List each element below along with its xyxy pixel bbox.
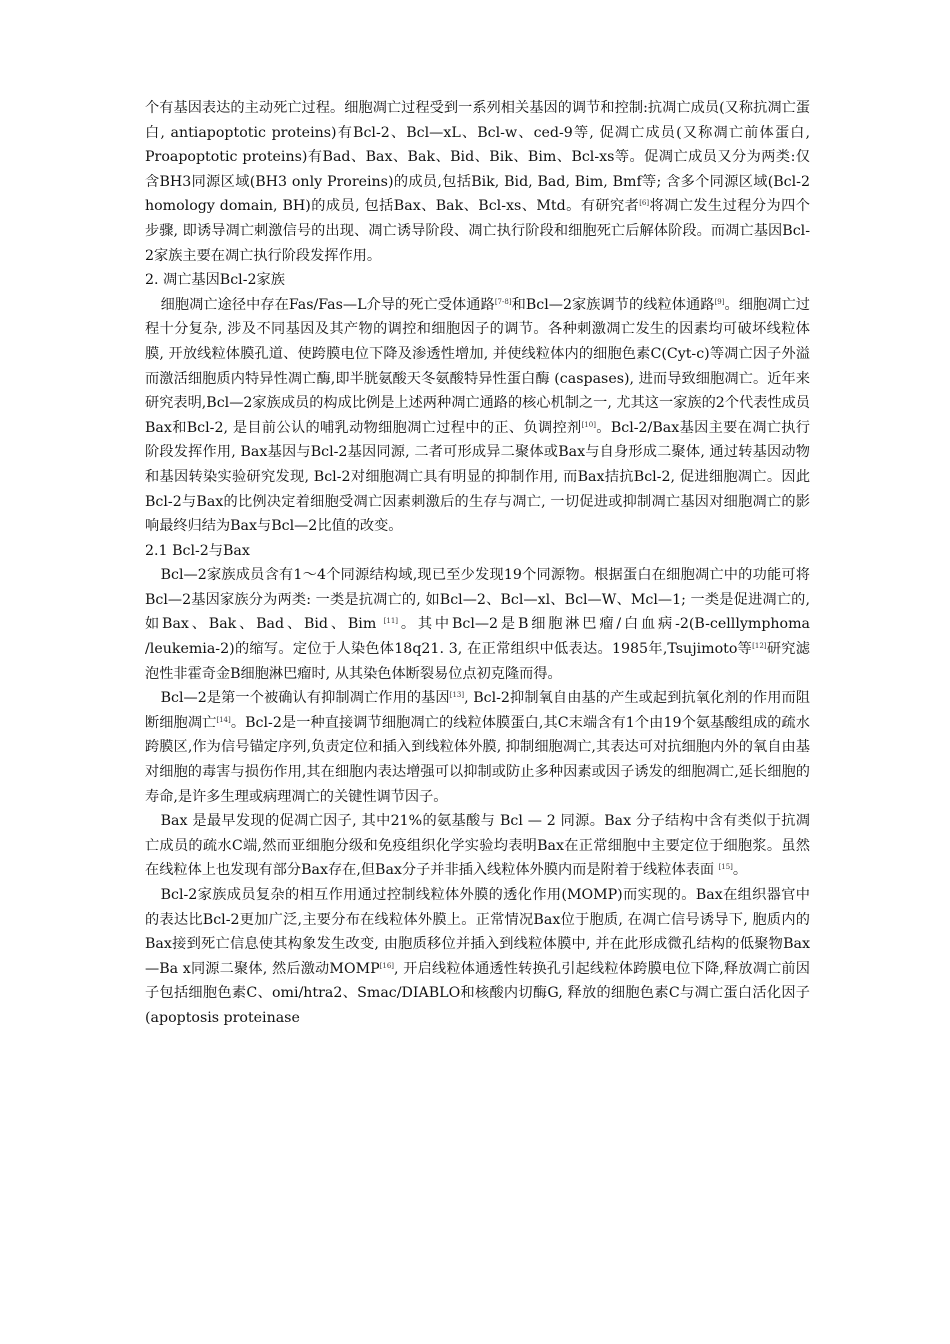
citation-ref: [11]	[383, 617, 399, 626]
text-run: Bcl—2家族成员含有1～4个同源结构域,现已至少发现19个同源物。根据蛋白在细胞凋亡中的功能可将Bcl—2基因家族分为两类: 一类是抗凋亡的, 如Bcl—2、Bcl—xl、Bcl—W、Mcl—1; 一类是促进凋亡的, 如Bax、Bak、Bad、Bid、Bim	[145, 567, 810, 633]
text-run: Bax 是最早发现的促凋亡因子, 其中21%的氨基酸与 Bcl — 2 同源。Bax 分子结构中含有类似于抗凋亡成员的疏水C端,然而亚细胞分级和免疫组织化学实验均表明Bax在正常细胞中主要定位于细胞浆。虽然在线粒体上也发现有部分Bax存在,但Bax分子并非插入线粒体外膜内而是附着于线粒体表面	[145, 813, 810, 879]
text-run: 个有基因表达的主动死亡过程。细胞凋亡过程受到一系列相关基因的调节和控制:抗凋亡成员(又称抗凋亡蛋白, antiapoptotic proteins)有Bcl-2、Bcl—xL、Bcl-w、ced-9等, 促凋亡成员(又称凋亡前体蛋白, Proapoptotic proteins)有Bad、Bax、Bak、Bid、Bik、Bim、Bcl-xs等。促凋亡成员又分为两类:仅含BH3同源区域(BH3 only Proreins)的成员,包括Bik, Bid, Bad, Bim, Bmf等; 含多个同源区域(Bcl-2 homology domain, BH)的成员, 包括Bax、Bak、Bcl-xs、Mtd。有研究者	[145, 100, 810, 215]
text-run: 研究滤泡性非霍奇金B细胞淋巴瘤时, 从其染色体断裂易位点初克隆而得。	[145, 641, 810, 682]
paragraph	[145, 883, 810, 1031]
text-run: 。Bcl-2是一种直接调节细胞凋亡的线粒体膜蛋白,其C末端含有1个由19个氨基酸组成的疏水跨膜区,作为信号锚定序列,负责定位和插入到线粒体外膜, 抑制细胞凋亡,其表达可对抗细胞内外的氧自由基对细胞的毒害与损伤作用,其在细胞内表达增强可以抑制或防止多种因素或因子诱发的细胞凋亡,延长细胞的寿命,是许多生理或病理凋亡的关键性调节因子。	[145, 714, 810, 805]
text-run: , 开启线粒体通透性转换孔引起线粒体跨膜电位下降,释放凋亡前因子包括细胞色素C、omi/htra2、Smac/DIABLO和核酸内切酶G, 释放的细胞色素C与凋亡蛋白活化因子 (apoptosis proteinase	[145, 960, 810, 1026]
text-run: , Bcl-2抑制氧自由基的产生或起到抗氧化剂的作用而阻断细胞凋亡	[145, 690, 810, 731]
citation-ref: [14]	[216, 715, 231, 724]
paragraph	[145, 293, 810, 539]
text-run: 和Bcl—2家族调节的线粒体通路	[511, 296, 715, 313]
text-run: Bcl-2家族成员复杂的相互作用通过控制线粒体外膜的透化作用(MOMP)而实现的。Bax在组织器官中的表达比Bcl-2更加广泛,主要分布在线粒体外膜上。正常情况Bax位于胞质, 在凋亡信号诱导下, 胞质内的Bax接到死亡信息使其构象发生改变, 由胞质移位并插入到线粒体膜中, 并在此形成微孔结构的低聚物Bax—Ba x同源二聚体, 然后激动MOMP	[145, 887, 810, 977]
citation-ref: [13]	[449, 691, 465, 700]
paragraph	[145, 809, 810, 883]
citation-ref: [16]	[379, 961, 395, 970]
text-run: 2. 凋亡基因Bcl-2家族	[145, 272, 285, 289]
paragraph	[145, 686, 810, 809]
citation-ref: [10]	[581, 420, 596, 429]
text-run: 。	[732, 862, 748, 879]
text-run: 。细胞凋亡过程十分复杂, 涉及不同基因及其产物的调控和细胞因子的调节。各种刺激凋亡发生的因素均可破坏线粒体膜, 开放线粒体膜孔道、使跨膜电位下降及渗透性增加, 并使线粒体内的细胞色素C(Cyt-c)等凋亡因子外溢而激活细胞质内特异性凋亡酶,即半胱氨酸天冬氨酸特异性蛋白酶 (caspases), 进而导致细胞凋亡。近年来研究表明,Bcl—2家族成员的构成比例是上述两种凋亡通路的核心机制之一, 尤其这一家族的2个代表性成员Bax和Bcl-2, 是目前公认的哺乳动物细胞凋亡过程中的正、负调控剂	[145, 296, 810, 436]
text-run: 。其中Bcl—2是B细胞淋巴瘤/白血病-2(B-celllymphoma /leukemia-2)的缩写。定位于人染色体18q21. 3, 在正常组织中低表达。1985年,Tsujimoto等	[145, 616, 810, 658]
text-run: 细胞凋亡途径中存在Fas/Fas—L介导的死亡受体通路	[160, 296, 495, 313]
text-run: Bcl—2是第一个被确认有抑制凋亡作用的基因	[160, 690, 450, 707]
citation-ref: [12]	[752, 642, 767, 651]
citation-ref: [6]	[639, 199, 650, 208]
paragraph	[145, 563, 810, 686]
section-heading	[145, 539, 810, 564]
citation-ref: [15]	[718, 863, 733, 872]
citation-ref: [7-8]	[494, 297, 512, 306]
text-run: 将凋亡发生过程分为四个步骤, 即诱导凋亡刺激信号的出现、凋亡诱导阶段、凋亡执行阶段和细胞死亡后解体阶段。而凋亡基因Bcl-2家族主要在凋亡执行阶段发挥作用。	[145, 198, 810, 264]
text-run: 2.1 Bcl-2与Bax	[145, 542, 250, 559]
paragraph	[145, 96, 810, 268]
document-body	[145, 96, 810, 1031]
citation-ref: [9]	[714, 297, 725, 306]
text-run: 。Bcl-2/Bax基因主要在凋亡执行阶段发挥作用, Bax基因与Bcl-2基因同源, 二者可形成异二聚体或Bax与自身形成二聚体, 通过转基因动物和基因转染实验研究发现, Bcl-2对细胞凋亡具有明显的抑制作用, 而Bax拮抗Bcl-2, 促进细胞凋亡。因此Bcl-2与Bax的比例决定着细胞受凋亡因素刺激后的生存与凋亡, 一切促进或抑制凋亡基因对细胞凋亡的影响最终归结为Bax与Bcl—2比值的改变。	[145, 419, 811, 535]
section-heading	[145, 268, 810, 293]
